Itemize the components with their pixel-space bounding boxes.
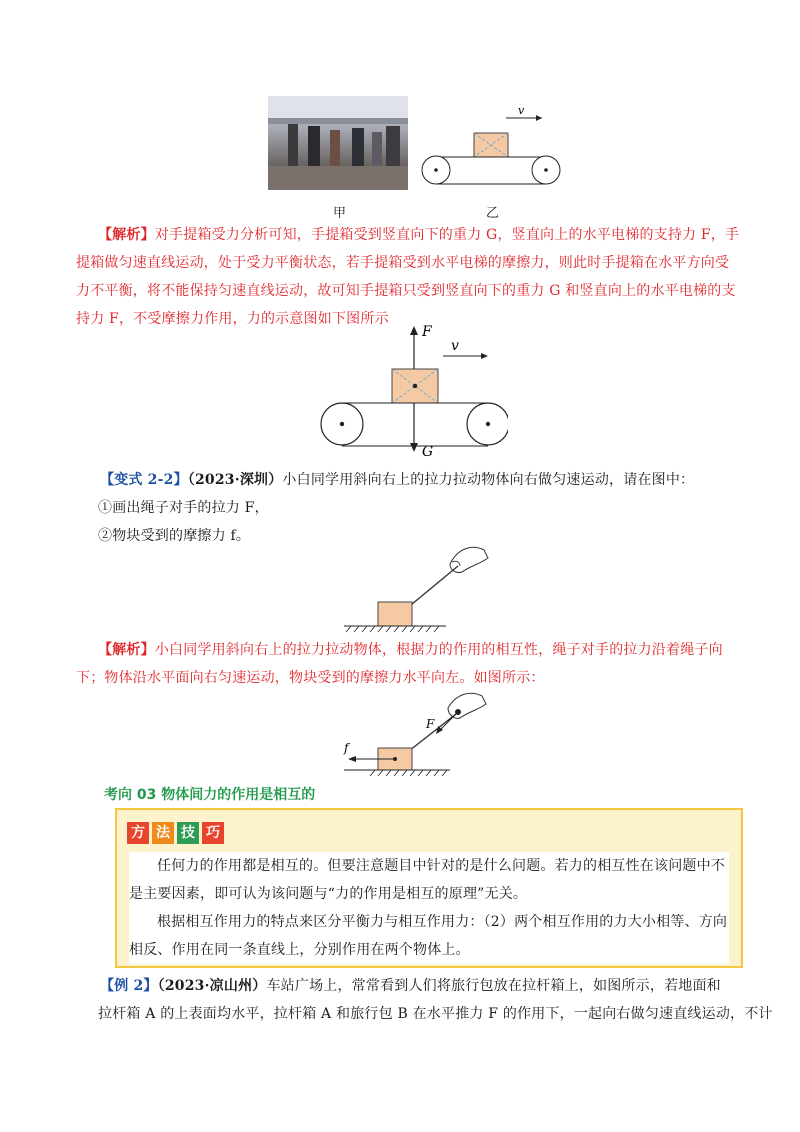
analysis-line: 小白同学用斜向右上的拉力拉动物体，根据力的作用的相互性，绳子对手的拉力沿着绳子向 [154, 642, 723, 658]
method-line: 根据相互作用力的特点来区分平衡力与相互作用力：（2）两个相互作用的力大小相等、方向 [157, 914, 728, 930]
method-char: 方 [127, 822, 149, 844]
analysis-line: 持力 F，不受摩擦力作用，力的示意图如下图所示 [76, 311, 389, 327]
hand-icon [448, 693, 486, 718]
figure-label-left: 甲 [333, 206, 347, 221]
example-tag: 【例 2】 [100, 978, 158, 994]
method-line: 任何力的作用都是相互的。但要注意题目中针对的是什么问题。若力的相互性在该问题中不 [157, 858, 725, 874]
variant-item-2: ②物块受到的摩擦力 f。 [98, 528, 251, 544]
variant-text: 小白同学用斜向右上的拉力拉动物体向右做匀速运动，请在图中： [282, 472, 695, 488]
method-tips-box [115, 808, 743, 968]
method-line: 是主要因素，即可认为该问题与“力的作用是相互的原理”无关。 [129, 886, 528, 902]
analysis-line: 下；物体沿水平面向右匀速运动，物块受到的摩擦力水平向左。如图所示： [76, 670, 545, 686]
escalator-photo [268, 96, 408, 190]
analysis-2 [76, 636, 738, 692]
method-char: 巧 [202, 822, 224, 844]
answer-diagram [340, 688, 490, 776]
force-G-label: G [422, 444, 434, 460]
example-text: 拉杆箱 A 的上表面均水平，拉杆箱 A 和旅行包 B 在水平推力 F 的作用下，一起向右做匀速直线运动，不计 [98, 1006, 773, 1022]
method-char: 技 [177, 822, 199, 844]
variant-item-1: ①画出绳子对手的拉力 F， [98, 500, 269, 516]
velocity-label: v [451, 338, 459, 354]
example-2 [98, 972, 773, 1028]
force-f-label: f [344, 741, 349, 755]
example-text: 车站广场上，常常看到人们将旅行包放在拉杆箱上，如图所示，若地面和 [266, 978, 721, 994]
variant-question [100, 466, 740, 550]
variant-source: （2023·深圳） [187, 472, 283, 488]
method-content [129, 852, 729, 964]
method-line: 相反、作用在同一条直线上，分别作用在两个物体上。 [129, 942, 470, 958]
velocity-label: v [518, 104, 525, 117]
force-diagram [318, 322, 508, 462]
variant-tag: 【变式 2-2】 [100, 472, 188, 488]
force-F-label: F [426, 717, 435, 731]
conveyor-diagram [418, 100, 563, 192]
figure-label-right: 乙 [486, 206, 500, 221]
method-char: 法 [152, 822, 174, 844]
force-F-label: F [422, 324, 432, 340]
analysis-1 [76, 221, 740, 333]
method-title [127, 822, 224, 844]
pull-block-diagram [342, 540, 492, 634]
example-source: （2023·凉山州） [157, 978, 267, 994]
block [378, 602, 412, 626]
analysis-line: 对手提箱受力分析可知，手提箱受到竖直向下的重力 G，竖直向上的水平电梯的支持力 F，手 [154, 227, 740, 243]
analysis-line: 提箱做匀速直线运动，处于受力平衡状态，若手提箱受到水平电梯的摩擦力，则此时手提箱在水平方向受 [76, 255, 730, 271]
section-heading: 考向 03 物体间力的作用是相互的 [104, 787, 316, 803]
analysis-line: 力不平衡，将不能保持匀速直线运动，故可知手提箱只受到竖直向下的重力 G 和竖直向上的水平电梯的支 [76, 283, 736, 299]
analysis-tag: 【解析】 [98, 642, 155, 658]
analysis-tag: 【解析】 [98, 227, 155, 243]
